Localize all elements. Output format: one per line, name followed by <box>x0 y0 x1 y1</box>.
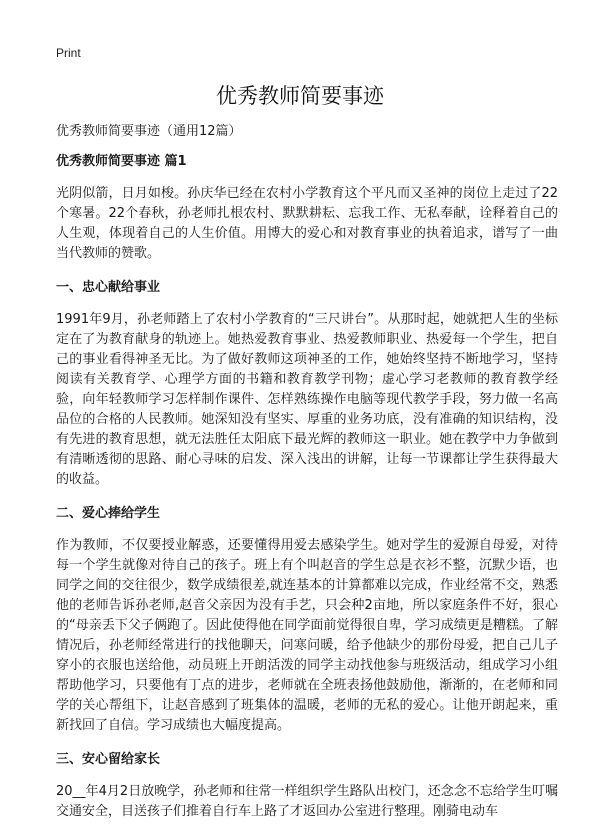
section-paragraph-1: 1991年9月，孙老师踏上了农村小学教育的“三尺讲台”。从那时起，她就把人生的坐标定在了为教育献身的轨迹上。她热爱教育事业、热爱教师职业、热爱每一个学生，把自己的事业看得神圣无比。为了做好教师这项神圣的工作，她始终坚持不断地学习，坚持阅读有关教育学、心理学方面的书籍和教育教学刊物；虚心学习老教师的教育教学经验，向年轻教师学习怎样制作课件、怎样熟练操作电脑等现代教学手段，努力做一名高品位的合格的人民教师。她深知没有坚实、厚重的业务功底，没有准确的知识结构，没有先进的教育思想，就无法胜任太阳底下最光辉的教师这一职业。她在教学中力争做到有清晰透彻的思路、耐心寻味的启发、深入浅出的讲解，让每一节课都让学生获得最大的收益。 <box>56 312 558 487</box>
section-heading-3: 三、安心留给家长 <box>56 752 161 767</box>
document-subtitle: 优秀教师简要事迹（通用12篇） <box>56 124 242 139</box>
article-heading: 优秀教师简要事迹 篇1 <box>56 154 187 169</box>
section-paragraph-3: 20__年4月2日放晚学，孙老师和往常一样组织学生路队出校门，还念念不忘给学生叮嘱交通安全，目送孩子们推着自行车上路了才返回办公室进行整理。刚骑电动车 <box>56 784 558 819</box>
page-title: 优秀教师简要事迹 <box>216 84 384 108</box>
section-paragraph-2: 作为教师，不仅要授业解惑，还要懂得用爱去感染学生。她对学生的爱源自母爱，对待每一个学生就像对待自己的孩子。班上有个叫赵音的学生总是衣衫不整，沉默少语，也同学之间的交往很少，数学成绩很差,就连基本的计算都难以完成，作业经常不交，熟悉他的老师告诉孙老师,赵音父亲因为没有手艺，只会种2亩地，所以家庭条件不好，狠心的“母亲丢下父子俩跑了。因此使得他在同学面前觉得很自卑，学习成绩更是糟糕。了解情况后，孙老师经常进行的找他聊天，问寒问暖，给予他缺少的那份母爱，把自己儿子穿小的衣服也送给他，动员班上开朗活泼的同学主动找他参与班级活动，组成学习小组帮助他学习，只要他有丁点的进步，老师就在全班表扬他鼓励他，渐渐的，在老师和同学的关心帮组下，让赵音感到了班集体的温暖，老师的无私的爱心。让他开朗起来，重新找回了自信。学习成绩也大幅度提高。 <box>56 538 558 733</box>
article-content <box>56 152 558 832</box>
intro-paragraph: 光阴似箭，日月如梭。孙庆华已经在农村小学教育这个平凡而又圣神的岗位上走过了22个寒暑。22个春秋，孙老师扎根农村、默默耕耘、忘我工作、无私奉献，诠释着自己的人生观，体现着自己的人生价值。用博大的爱心和对教育事业的执着追求，谱写了一曲当代教师的赞歌。 <box>56 186 558 261</box>
section-heading-1: 一、忠心献给事业 <box>56 280 161 295</box>
section-heading-2: 二、爱心捧给学生 <box>56 506 161 521</box>
print-link[interactable]: Print <box>56 46 81 60</box>
